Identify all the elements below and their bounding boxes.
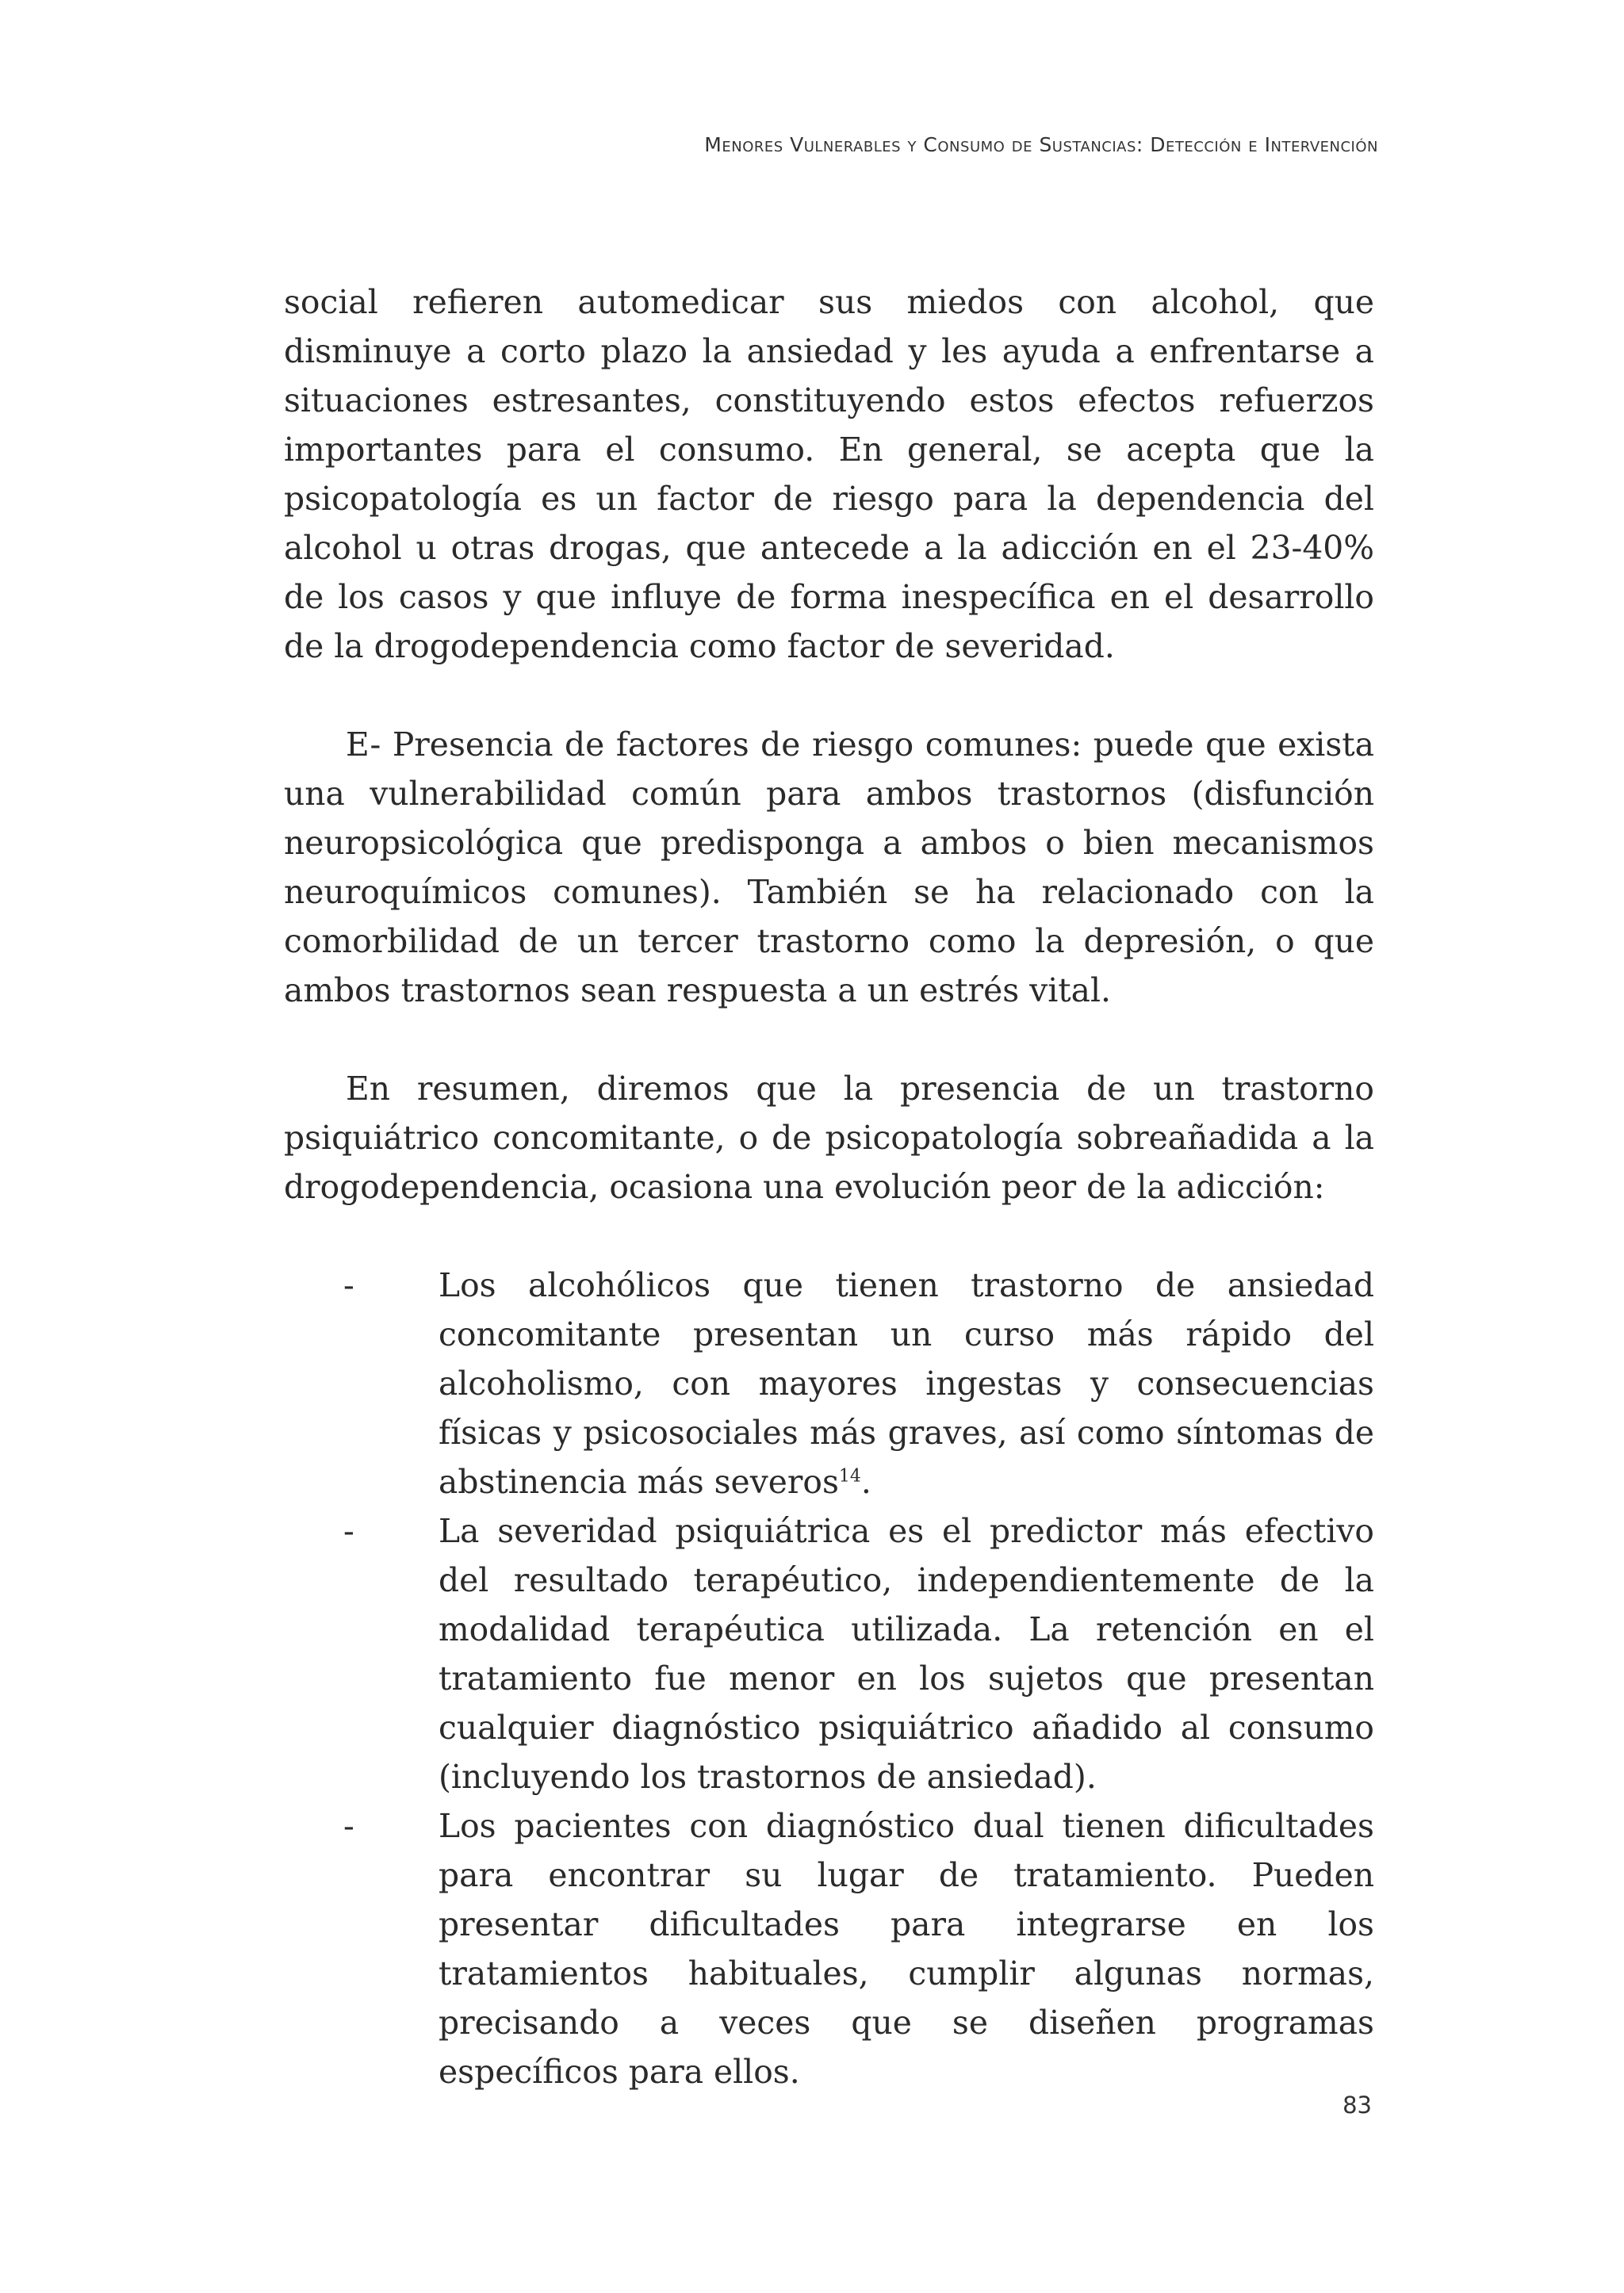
paragraph-3: En resumen, diremos que la presencia de un trastorno psiquiátrico concomitante, o de psicopatología sobreañadida a la drogodependencia, ocasiona una evolución peor de la adicción: <box>284 1070 1374 1206</box>
paragraph-1: social refieren automedicar sus miedos con alcohol, que disminuye a corto plazo la ansiedad y les ayuda a enfrentarse a situaciones estresantes, constituyendo estos efectos refuerzos importantes para el consumo. En general, se acepta que la psicopatología es un factor de riesgo para la dependencia del alcohol u otras drogas, que antecede a la adicción en el 23-40% de los casos y que influye de forma inespecífica en el desarrollo de la drogodependencia como factor de severidad. <box>284 283 1374 665</box>
footnote-ref[interactable]: 14 <box>838 1466 861 1487</box>
list-item-end: . <box>860 1463 871 1501</box>
bullet-list <box>284 1261 1374 2096</box>
list-item-text: Los alcohólicos que tienen trastorno de ansiedad concomitante presentan un curso más rápido del alcoholismo, con mayores ingestas y consecuencias físicas y psicosociales más graves, así como síntomas de abstinencia más severos <box>439 1266 1374 1501</box>
bullet-dash: - <box>343 1512 354 1550</box>
body-text <box>284 278 1374 2096</box>
paragraph-2: E- Presencia de factores de riesgo comunes: puede que exista una vulnerabilidad común para ambos trastornos (disfunción neuropsicológica que predisponga a ambos o bien mecanismos neuroquímicos comunes). También se ha relacionado con la comorbilidad de un tercer trastorno como la depresión, o que ambos trastornos sean respuesta a un estrés vital. <box>284 725 1374 1009</box>
bullet-dash: - <box>343 1807 354 1845</box>
page-number: 83 <box>1342 2092 1372 2119</box>
running-header: Menores Vulnerables y Consumo de Sustancias: Detección e Intervención <box>704 133 1378 156</box>
list-item-text: Los pacientes con diagnóstico dual tienen dificultades para encontrar su lugar de tratamiento. Pueden presentar dificultades para integrarse en los tratamientos habituales, cumplir algunas normas, precisando a veces que se diseñen programas específicos para ellos. <box>439 1807 1374 2091</box>
list-item <box>284 1261 1374 1506</box>
bullet-dash: - <box>343 1266 354 1304</box>
list-item-text: La severidad psiquiátrica es el predictor más efectivo del resultado terapéutico, independientemente de la modalidad terapéutica utilizada. La retención en el tratamiento fue menor en los sujetos que presentan cualquier diagnóstico psiquiátrico añadido al consumo (incluyendo los trastornos de ansiedad). <box>439 1512 1374 1796</box>
list-item <box>284 1506 1374 1801</box>
list-item <box>284 1801 1374 2096</box>
